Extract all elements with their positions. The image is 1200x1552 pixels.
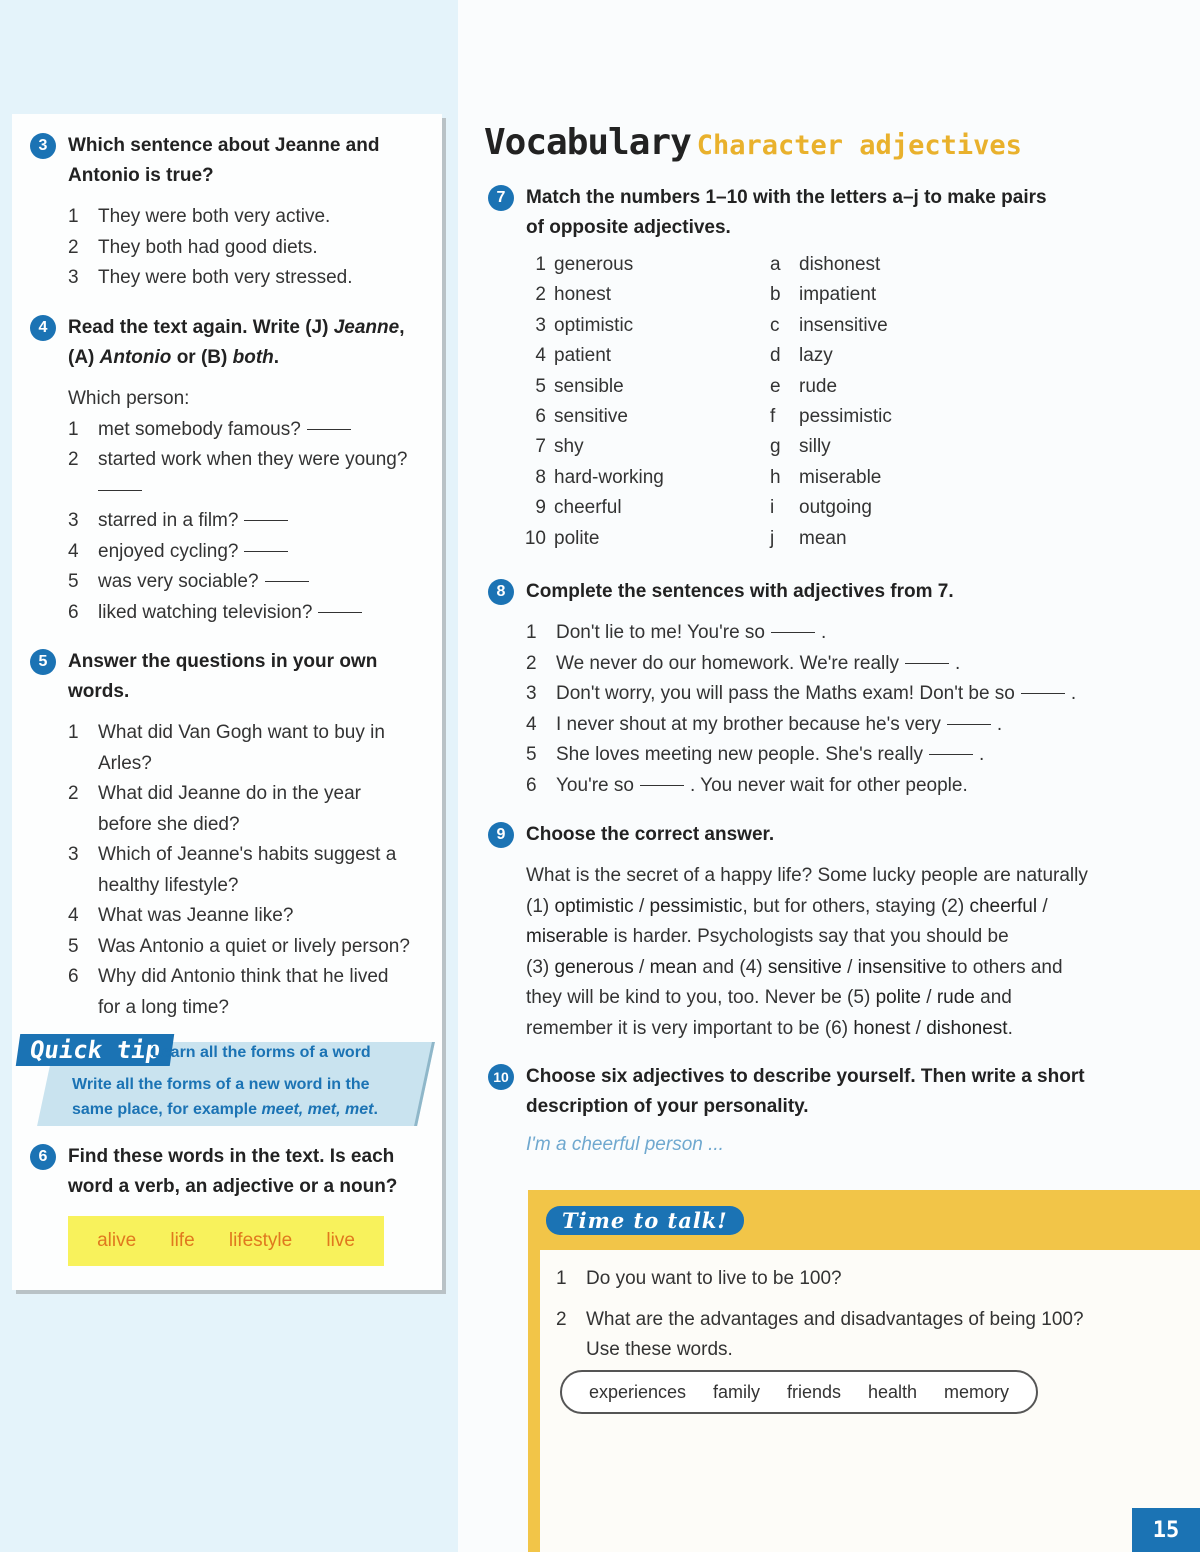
list-item: 4 enjoyed cycling?: [68, 537, 436, 568]
exercise-8-sentences: [526, 618, 1164, 801]
list-item: 2 We never do our homework. We're really .: [526, 652, 961, 674]
table-row: 2 honest b impatient: [535, 284, 877, 306]
quick-tip-subtitle: Learn all the forms of a word: [152, 1044, 371, 1061]
exercise-6: [26, 1142, 436, 1202]
exercise-number-badge: 7: [488, 185, 514, 211]
list-item: 1 They were both very active.: [68, 206, 331, 227]
exercise-number-badge: 10: [488, 1064, 514, 1090]
list-item: 2 They both had good diets.: [68, 236, 318, 258]
table-row: 5 sensible e rude: [535, 375, 838, 397]
adjective-pairs-table: [524, 254, 944, 558]
exercise-3-options: [68, 202, 436, 294]
exercise-4-questions: [68, 415, 436, 629]
answer-blank[interactable]: [1021, 693, 1065, 694]
list-item: 1 What did Van Gogh want to buy in Arles?: [68, 722, 385, 774]
exercise-7-instruction: 7 Match the numbers 1–10 with the letters a–j to make pairs of opposite adjectives.: [484, 183, 1164, 243]
exercise-4: [26, 313, 436, 628]
word-item: health: [867, 1381, 918, 1402]
list-item: 1 met somebody famous?: [68, 415, 436, 446]
exercise-8: [484, 577, 1164, 801]
list-item: 6 liked watching television?: [68, 598, 436, 629]
choice-option[interactable]: polite: [875, 987, 921, 1008]
quick-tip-box: [18, 1032, 434, 1128]
word-item: friends: [786, 1381, 842, 1402]
list-item: 3 They were both very stressed.: [68, 267, 353, 288]
answer-blank[interactable]: [905, 663, 949, 664]
choice-option[interactable]: mean: [649, 956, 698, 978]
word-item: experiences: [588, 1381, 687, 1402]
choice-option[interactable]: sensitive: [767, 956, 842, 978]
word-item: life: [170, 1230, 195, 1251]
time-to-talk-questions: [556, 1264, 1156, 1376]
table-row: 4 patient d lazy: [535, 345, 833, 367]
exercise-number-badge: 5: [30, 649, 56, 675]
list-item: 4 What was Jeanne like?: [68, 905, 294, 926]
answer-blank[interactable]: [244, 551, 288, 552]
exercise-5: [26, 647, 436, 1023]
exercise-number-badge: 9: [488, 822, 514, 848]
exercise-number-badge: 8: [488, 579, 514, 605]
answer-blank[interactable]: [307, 429, 351, 430]
exercise-8-instruction: 8 Complete the sentences with adjectives from 7.: [484, 577, 1164, 607]
choice-option[interactable]: dishonest: [926, 1017, 1008, 1039]
section-title: [484, 122, 1022, 163]
table-row: 9 cheerful i outgoing: [535, 497, 872, 519]
table-row: 10 polite j mean: [524, 527, 847, 549]
exercise-number-badge: 6: [30, 1144, 56, 1170]
exercise-9: [484, 820, 1174, 1044]
time-to-talk-word-box: [560, 1370, 1038, 1414]
choice-option[interactable]: optimistic: [554, 895, 634, 917]
exercise-number-badge: 3: [30, 133, 56, 159]
table-row: 6 sensitive f pessimistic: [535, 405, 892, 427]
answer-blank[interactable]: [947, 724, 991, 725]
exercise-9-paragraph: What is the secret of a happy life? Some lucky people are naturally (1) optimistic / pessimistic, but for others, staying (2) cheerful / miserable is harder. Psychologists say that you should be (3) generous / mean and (4) sensitive / insensitive to others and they will be kind to you, too. Never be (5) polite / rude and remember it is very important to be (6) honest / dishonest.: [526, 865, 1088, 1039]
choice-option[interactable]: honest: [853, 1017, 911, 1039]
answer-blank[interactable]: [318, 612, 362, 613]
word-item: family: [713, 1381, 761, 1402]
list-item: 2 What are the advantages and disadvantages of being 100? Use these words.: [556, 1308, 1084, 1360]
answer-blank[interactable]: [244, 520, 288, 521]
list-item: 3 Which of Jeanne's habits suggest a healthy lifestyle?: [68, 844, 397, 896]
choice-option[interactable]: rude: [936, 987, 975, 1008]
table-row: 1 generous a dishonest: [535, 254, 881, 275]
word-item: lifestyle: [228, 1230, 293, 1251]
exercise-7: [484, 183, 1164, 243]
exercise-3: [26, 131, 436, 294]
table-row: 7 shy g silly: [535, 436, 831, 458]
list-item: 3 starred in a film?: [68, 506, 436, 537]
exercise-10-instruction: 10 Choose six adjectives to describe yourself. Then write a short description of your personality.: [484, 1062, 1174, 1122]
word-item: alive: [97, 1230, 137, 1251]
table-row: 3 optimistic c insensitive: [535, 314, 888, 336]
choice-option[interactable]: cheerful: [969, 895, 1038, 917]
example-answer: I'm a cheerful person ...: [526, 1134, 724, 1155]
choice-option[interactable]: insensitive: [857, 956, 947, 978]
table-row: 8 hard-working h miserable: [535, 466, 882, 488]
answer-blank[interactable]: [929, 754, 973, 755]
list-item: 1 Don't lie to me! You're so .: [526, 622, 827, 643]
exercise-5-questions: [68, 718, 436, 1023]
quick-tip-title: Quick tip: [16, 1034, 175, 1066]
list-item: 5 She loves meeting new people. She's really .: [526, 744, 985, 765]
list-item: 6 Why did Antonio think that he lived for a long time?: [68, 966, 389, 1018]
list-item: 2 What did Jeanne do in the year before she died?: [68, 783, 362, 835]
list-item: 4 I never shout at my brother because he's very .: [526, 713, 1003, 735]
exercise-6-instruction: 6 Find these words in the text. Is each word a verb, an adjective or a noun?: [26, 1142, 436, 1202]
exercise-4-instruction: 4 Read the text again. Write (J) Jeanne, (A) Antonio or (B) both.: [26, 313, 436, 373]
answer-blank[interactable]: [640, 785, 684, 786]
list-item: 6 You're so . You never wait for other people.: [526, 774, 968, 796]
list-item: 5 Was Antonio a quiet or lively person?: [68, 935, 410, 957]
word-item: live: [326, 1230, 355, 1251]
exercise-3-instruction: 3 Which sentence about Jeanne and Antonio is true?: [26, 131, 436, 191]
section-title-main: Vocabulary: [484, 122, 691, 163]
exercise-number-badge: 4: [30, 315, 56, 341]
quick-tip-body: Write all the forms of a new word in the same place, for example meet, met, met.: [72, 1076, 378, 1118]
exercise-10: [484, 1062, 1174, 1122]
answer-blank[interactable]: [98, 490, 142, 491]
exercise-5-instruction: 5 Answer the questions in your own words.: [26, 647, 436, 707]
exercise-4-lead: Which person:: [68, 388, 190, 409]
choice-option[interactable]: generous: [554, 956, 634, 978]
list-item: 5 was very sociable?: [68, 567, 436, 598]
word-item: memory: [944, 1381, 1010, 1402]
answer-blank[interactable]: [771, 632, 815, 633]
choice-option[interactable]: miserable: [526, 926, 609, 947]
list-item: 2 started work when they were young?: [68, 445, 436, 506]
choice-option[interactable]: pessimistic: [649, 895, 743, 917]
exercise-9-instruction: 9 Choose the correct answer.: [484, 820, 1174, 850]
section-title-sub: Character adjectives: [696, 130, 1022, 161]
list-item: 3 Don't worry, you will pass the Maths exam! Don't be so .: [526, 683, 1077, 704]
page-number: 15: [1132, 1508, 1200, 1552]
answer-blank[interactable]: [265, 581, 309, 582]
word-box: [68, 1216, 384, 1266]
list-item: 1 Do you want to live to be 100?: [556, 1268, 842, 1289]
time-to-talk-title: Time to talk!: [546, 1206, 744, 1235]
